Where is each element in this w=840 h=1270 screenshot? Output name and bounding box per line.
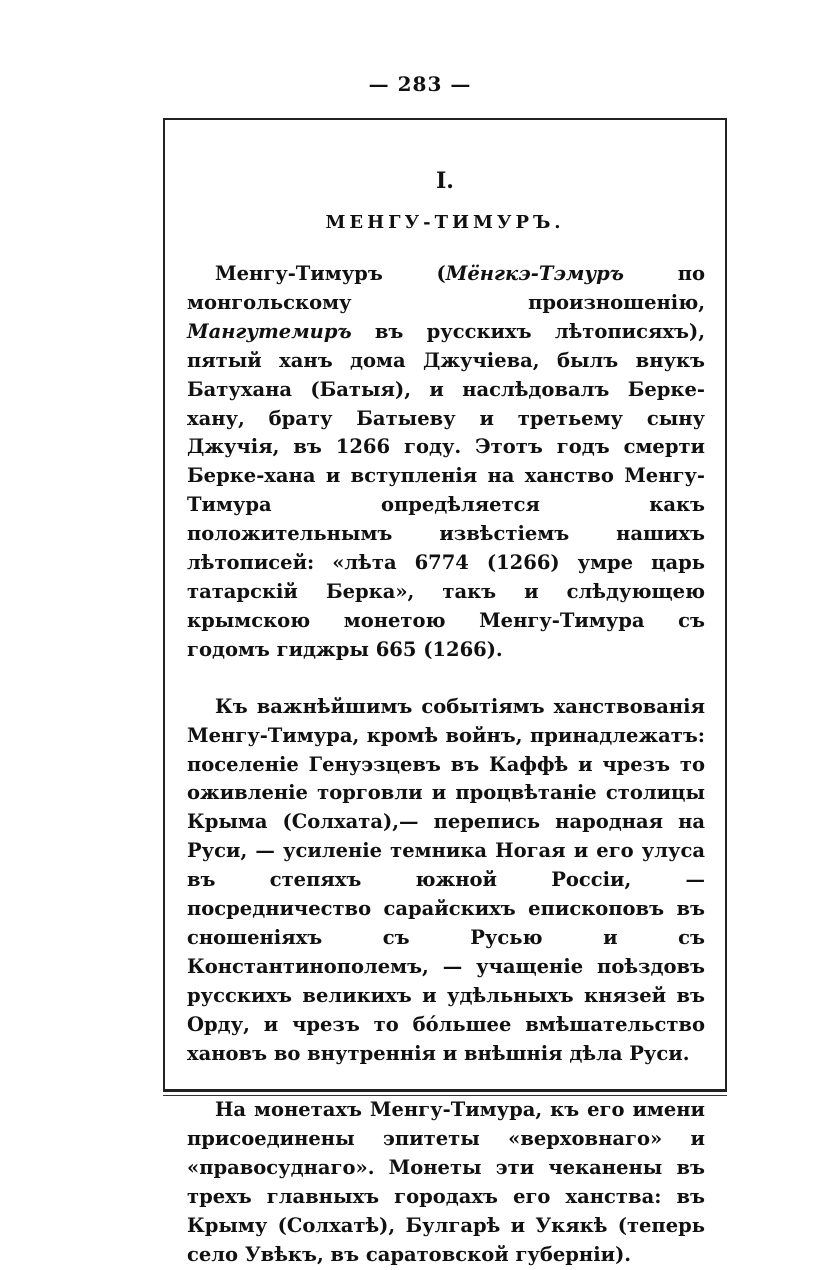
body-text [187,260,705,1270]
chapter-title: МЕНГУ-ТИМУРЪ. [325,212,565,233]
paragraph-1: Менгу-Тимуръ (Мёнгкэ-Тэмуръ по монгольскому произношенію, Мангутемиръ въ русскихъ лѣтописяхъ), пятый ханъ дома Джучіева, былъ внукъ Батуханa (Батыя), и наслѣдовалъ Берке-хану, брату Батыеву и третьему сыну Джучія, въ 1266 году. Этотъ годъ смерти Берке-хана и вступленія на ханство Менгу-Тимура опредѣляется какъ положительнымъ извѣстіемъ нашихъ лѣтописей: «лѣта 6774 (1266) умре царь татарскій Берка», такъ и слѣдующею крымскою монетою Менгу-Тимура съ годомъ гиджры 665 (1266). [187,262,705,661]
paragraph-3: На монетахъ Менгу-Тимура, къ его имени присоединены эпитеты «верховнаго» и «правосуднаго». Монеты эти чеканены въ трехъ главныхъ городахъ его ханства: въ Крыму (Солхатѣ), Булгарѣ и Укякѣ (теперь село Увѣкъ, въ саратовской губерніи). [187,1098,705,1266]
chapter-numeral: I. [436,168,454,194]
page-number: — 283 — [368,72,472,96]
russian-chronicle-name: Мангутемиръ [187,319,352,343]
text-frame [163,118,727,1266]
mongolian-name: Мёнгкэ-Тэмуръ [445,262,624,285]
paragraph-2: Къ важнѣйшимъ событіямъ ханствованія Менгу-Тимура, кромѣ войнъ, принадлежатъ: поселеніе Генуэзцевъ въ Каффѣ и чрезъ то оживленіе торговли и процвѣтаніе столицы Крыма (Солхата),— перепись народная на Руси, — усиленіе темника Ногая и его улуса въ степяхъ южной Россіи, — посредничество сарайскихъ епископовъ въ сношеніяхъ съ Русью и съ Константинополемъ, — учащеніе поѣздовъ русскихъ великихъ и удѣльныхъ князей въ Орду, и чрезъ то бóльшее вмѣшательство хановъ во внутреннія и внѣшнія дѣла Руси. [187,694,705,1065]
